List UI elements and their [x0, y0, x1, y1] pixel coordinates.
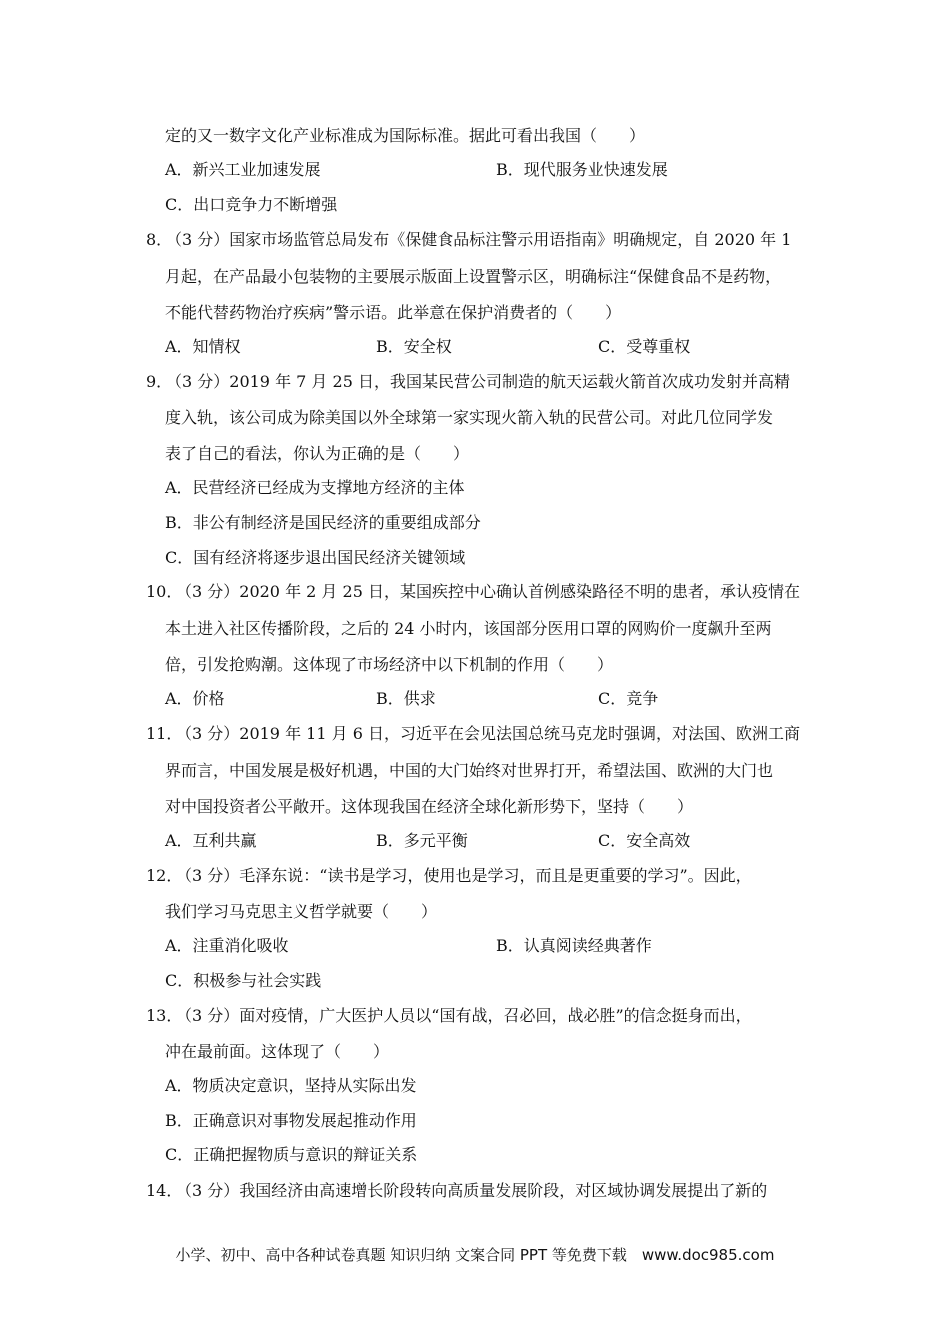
q10-option-a: A．价格 — [165, 689, 225, 708]
q12-option-a: A．注重消化吸收 — [165, 936, 289, 955]
q12-option-c: C．积极参与社会实践 — [165, 971, 322, 990]
q8-number: 8． — [146, 230, 173, 249]
q11-stem-line3: 对中国投资者公平敞开。这体现我国在经济全球化新形势下，坚持（ ） — [165, 797, 694, 816]
q11-option-b: B．多元平衡 — [376, 831, 468, 850]
q8-stem-line3: 不能代替药物治疗疾病”警示语。此举意在保护消费者的（ ） — [165, 303, 622, 322]
q12-stem-line2: 我们学习马克思主义哲学就要（ ） — [165, 902, 438, 921]
q13-option-a: A．物质决定意识，坚持从实际出发 — [165, 1076, 417, 1095]
q13-stem-line1: （3 分）面对疫情，广大医护人员以“国有战，召必回，战必胜”的信念挺身而出， — [176, 1006, 752, 1025]
q12-option-b: B．认真阅读经典著作 — [496, 936, 652, 955]
q10-number: 10． — [146, 582, 183, 601]
q12-number: 12． — [146, 866, 183, 885]
q10-stem-line3: 倍，引发抢购潮。这体现了市场经济中以下机制的作用（ ） — [165, 655, 614, 674]
q11-stem-line1: （3 分）2019 年 11 月 6 日，习近平在会见法国总统马克龙时强调，对法国、欧洲工商 — [176, 724, 800, 743]
q9-option-c: C．国有经济将逐步退出国民经济关键领域 — [165, 548, 466, 567]
q10-stem-line2: 本土进入社区传播阶段，之后的 24 小时内，该国部分医用口罩的网购价一度飙升至两 — [165, 619, 772, 638]
q9-option-a: A．民营经济已经成为支撑地方经济的主体 — [165, 478, 465, 497]
q9-stem-line1: （3 分）2019 年 7 月 25 日，我国某民营公司制造的航天运载火箭首次成功发射并高精 — [166, 372, 790, 391]
q9-option-b: B．非公有制经济是国民经济的重要组成部分 — [165, 513, 481, 532]
page-footer: 小学、初中、高中各种试卷真题 知识归纳 文案合同 PPT 等免费下载 www.doc985.com — [175, 1246, 775, 1264]
q8-option-c: C．受尊重权 — [598, 337, 691, 356]
q7-option-b: B．现代服务业快速发展 — [496, 160, 668, 179]
q9-stem-line3: 表了自己的看法，你认为正确的是（ ） — [165, 444, 470, 463]
q10-option-c: C．竞争 — [598, 689, 659, 708]
q11-stem-line2: 界而言，中国发展是极好机遇，中国的大门始终对世界打开，希望法国、欧洲的大门也 — [165, 761, 774, 780]
q9-number: 9． — [146, 372, 173, 391]
q10-stem-line1: （3 分）2020 年 2 月 25 日，某国疾控中心确认首例感染路径不明的患者，承认疫情在 — [176, 582, 800, 601]
q7-stem-continuation: 定的又一数字文化产业标准成为国际标准。据此可看出我国（ ） — [165, 126, 646, 145]
q13-stem-line2: 冲在最前面。这体现了（ ） — [165, 1042, 390, 1061]
q13-number: 13． — [146, 1006, 183, 1025]
q12-stem-line1: （3 分）毛泽东说：“读书是学习，使用也是学习，而且是更重要的学习”。因此， — [176, 866, 752, 885]
q7-option-c: C．出口竞争力不断增强 — [165, 195, 338, 214]
q8-option-b: B．安全权 — [376, 337, 452, 356]
q13-option-b: B．正确意识对事物发展起推动作用 — [165, 1111, 417, 1130]
q8-stem-line1: （3 分）国家市场监管总局发布《保健食品标注警示用语指南》明确规定，自 2020 年 1 — [166, 230, 792, 249]
q7-option-a: A．新兴工业加速发展 — [165, 160, 321, 179]
q14-stem-line1: （3 分）我国经济由高速增长阶段转向高质量发展阶段，对区域协调发展提出了新的 — [176, 1181, 768, 1200]
q11-option-a: A．互利共赢 — [165, 831, 257, 850]
q9-stem-line2: 度入轨，该公司成为除美国以外全球第一家实现火箭入轨的民营公司。对此几位同学发 — [165, 408, 774, 427]
q8-stem-line2: 月起，在产品最小包装物的主要展示版面上设置警示区，明确标注“保健食品不是药物， — [165, 267, 782, 286]
q10-option-b: B．供求 — [376, 689, 436, 708]
q8-option-a: A．知情权 — [165, 337, 241, 356]
q11-option-c: C．安全高效 — [598, 831, 691, 850]
q13-option-c: C．正确把握物质与意识的辩证关系 — [165, 1145, 418, 1164]
q14-number: 14． — [146, 1181, 183, 1200]
q11-number: 11． — [146, 724, 183, 743]
